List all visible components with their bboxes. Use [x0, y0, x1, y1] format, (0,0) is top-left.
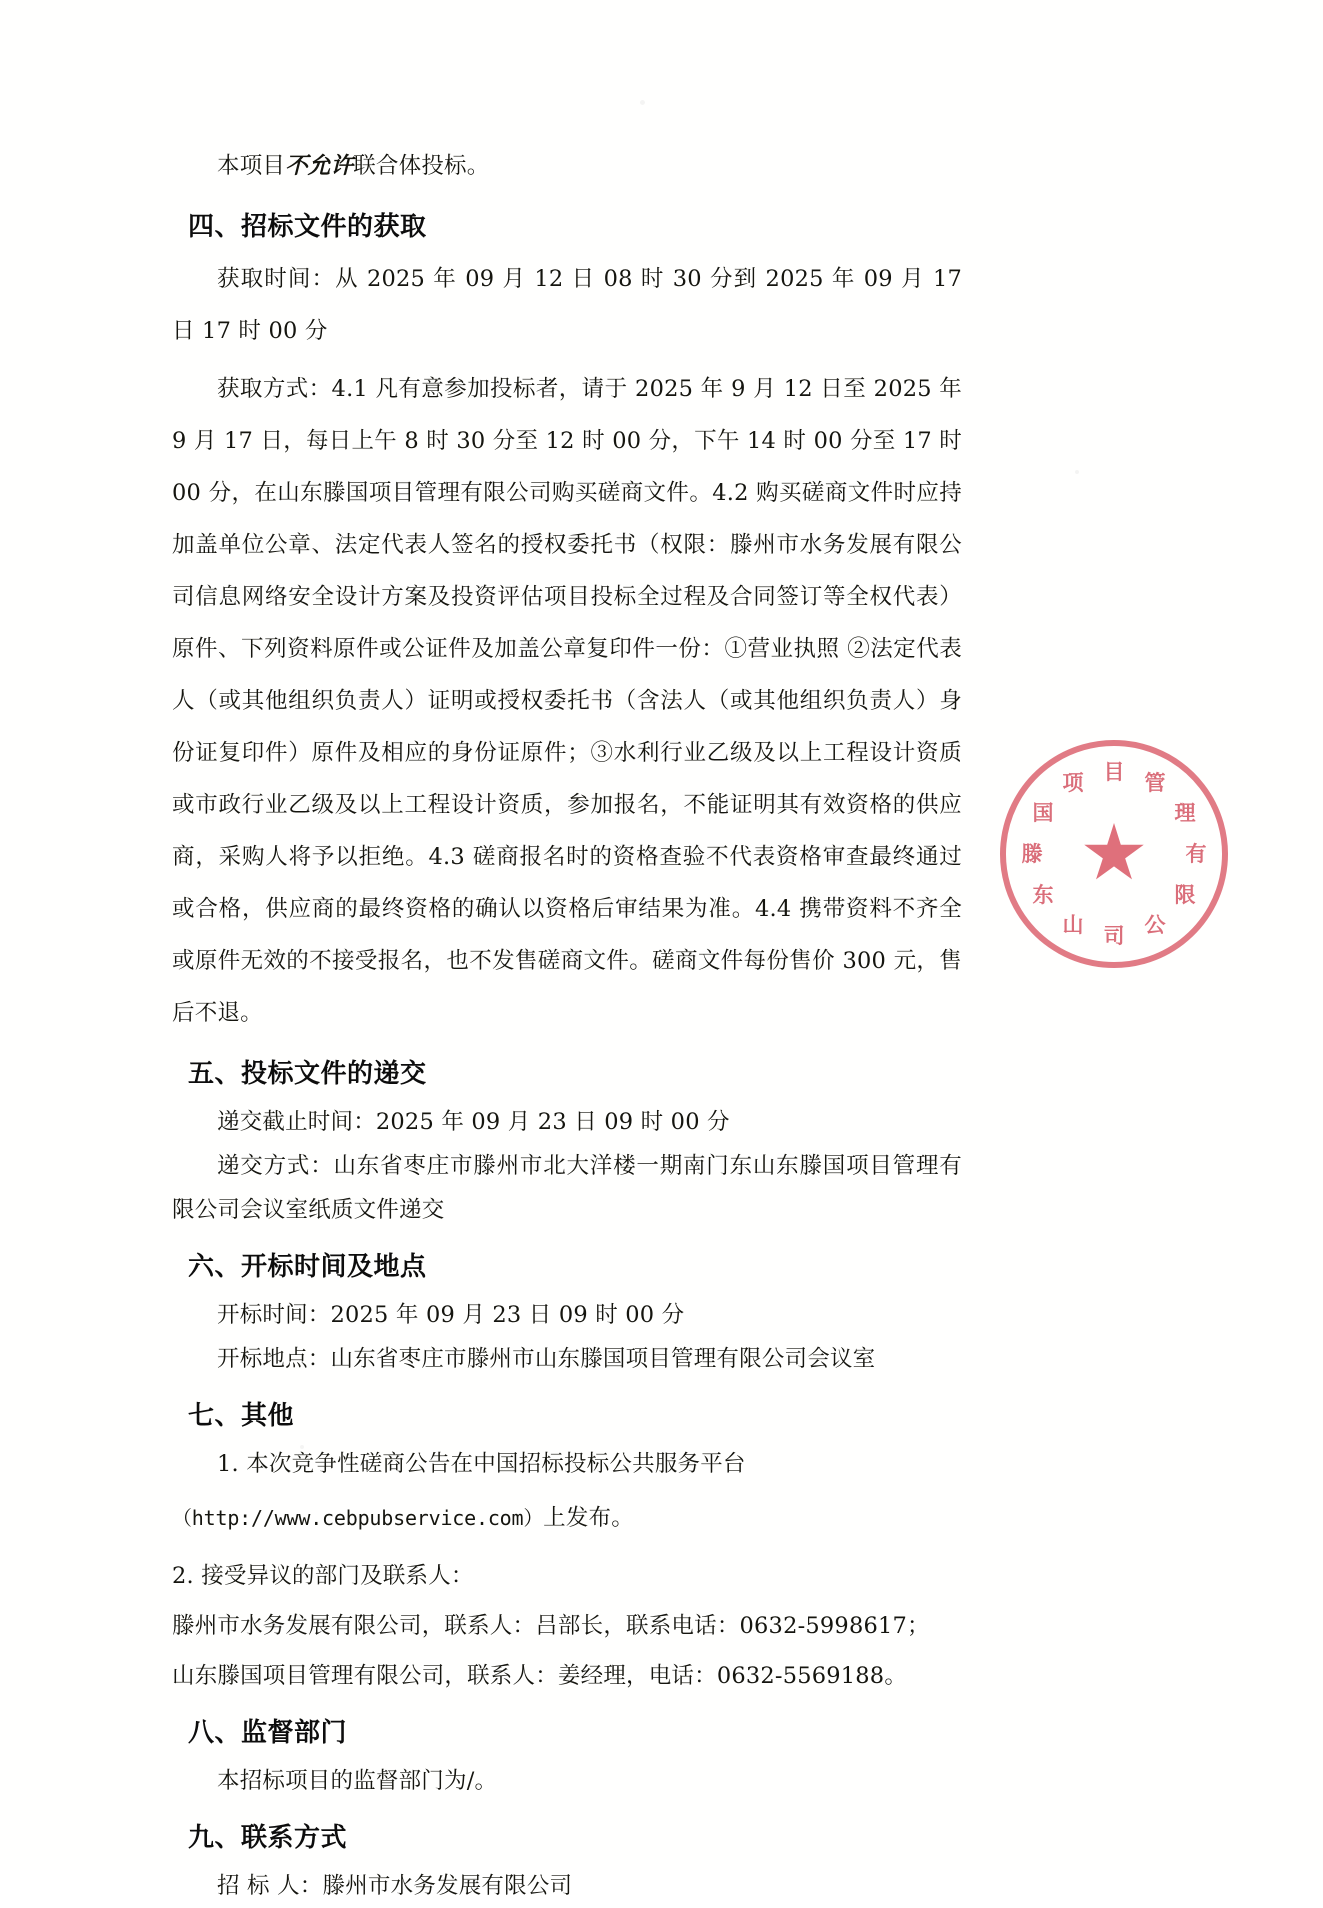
contact-1-phone-label: ，联系电话：	[603, 1613, 740, 1639]
seal-char: 限	[1174, 883, 1196, 907]
opening-place-line	[172, 1337, 962, 1381]
tenderer-line	[172, 1864, 962, 1908]
other-item-1-suffix: 上发布。	[543, 1505, 634, 1531]
section-heading-7: 七、其他	[188, 1401, 295, 1431]
consortium-prefix: 本项目	[217, 153, 286, 179]
opening-time-label: 开标时间：	[217, 1302, 331, 1328]
seal-char: 理	[1174, 801, 1196, 825]
contact-2-person-label: ，联系人：	[444, 1663, 558, 1689]
seal-char: 目	[1103, 760, 1125, 784]
seal-char: 滕	[1021, 842, 1043, 866]
submission-method-value: 山东省枣庄市滕州市北大洋楼一期南门东山东滕国项目管理有限公司会议室纸质文件递交	[172, 1153, 962, 1223]
submission-deadline-label: 递交截止时间：	[217, 1109, 376, 1135]
consortium-suffix: 联合体投标。	[353, 153, 490, 179]
contact-line-2	[172, 1654, 962, 1698]
official-seal-stamp	[1000, 740, 1228, 968]
section-heading-8: 八、监督部门	[188, 1718, 348, 1748]
section-heading-4: 四、招标文件的获取	[188, 212, 427, 242]
submission-deadline-value: 2025 年 09 月 23 日 09 时 00 分	[375, 1109, 730, 1135]
tenderer-label: 招 标 人：	[217, 1873, 323, 1899]
seal-char: 项	[1062, 770, 1084, 795]
consortium-statement	[172, 140, 962, 192]
public-service-platform-url[interactable]: （http://www.cebpubservice.com）	[172, 1506, 544, 1530]
opening-time-line	[172, 1293, 962, 1337]
consortium-emphasis: 不允许	[285, 153, 354, 179]
five-point-star-icon	[1083, 823, 1145, 885]
opening-place-label: 开标地点：	[217, 1346, 331, 1372]
document-body	[172, 140, 962, 1908]
other-item-1-line-1: 1. 本次竞争性磋商公告在中国招标投标公共服务平台	[217, 1451, 746, 1477]
contact-1-person: 吕部长	[535, 1613, 604, 1639]
contact-1-person-label: ，联系人：	[421, 1613, 536, 1639]
submission-method-label: 递交方式：	[217, 1153, 334, 1179]
contact-2-person: 姜经理	[557, 1663, 627, 1689]
opening-place-value: 山东省枣庄市滕州市山东滕国项目管理有限公司会议室	[330, 1346, 876, 1372]
other-item-1-line-2	[172, 1496, 962, 1540]
submission-method-line	[172, 1144, 962, 1232]
contact-1-org: 滕州市水务发展有限公司	[172, 1613, 422, 1639]
seal-outer-ring	[973, 713, 1255, 995]
section-heading-6: 六、开标时间及地点	[188, 1252, 427, 1282]
seal-char: 公	[1144, 913, 1166, 938]
contact-line-1	[172, 1604, 962, 1648]
section-heading-9: 九、联系方式	[188, 1823, 348, 1853]
scan-speck	[1075, 470, 1079, 474]
contact-2-end: 。	[884, 1663, 908, 1689]
acquisition-time-label: 获取时间：	[217, 266, 336, 292]
seal-char: 山	[1062, 913, 1084, 938]
seal-char: 管	[1144, 770, 1166, 795]
acquisition-method-paragraph: 获取方式：4.1 凡有意参加投标者，请于 2025 年 9 月 12 日至 2025 年 9 月 17 日，每日上午 8 时 30 分至 12 时 00 分，下午 14 时 00 分至 17 时 00 分，在山东滕国项目管理有限公司购买磋商文件。4.2 购买磋商文件时应持加盖单位公章、法定代表人签名的授权委托书（权限：滕州市水务发展有限公司信息网络安全设计方案及投资评估项目投标全过程及合同签订等全权代表）原件、下列资料原件或公证件及加盖公章复印件一份：①营业执照 ②法定代表人（或其他组织负责人）证明或授权委托书（含法人（或其他组织负责人）身份证复印件）原件及相应的身份证原件；③水利行业乙级及以上工程设计资质或市政行业乙级及以上工程设计资质，参加报名，不能证明其有效资格的供应商，采购人将予以拒绝。4.3 磋商报名时的资格查验不代表资格审查最终通过或合格，供应商的最终资格的确认以资格后审结果为准。4.4 携带资料不齐全或原件无效的不接受报名，也不发售磋商文件。磋商文件每份售价 300 元，售后不退。	[172, 376, 962, 1026]
submission-deadline-line	[172, 1100, 962, 1144]
opening-time-value: 2025 年 09 月 23 日 09 时 00 分	[330, 1302, 685, 1328]
section-heading-5: 五、投标文件的递交	[188, 1059, 427, 1089]
contact-2-phone-label: ，电话：	[626, 1663, 717, 1689]
contact-2-phone: 0632-5569188	[716, 1663, 885, 1689]
acquisition-time-value: 从 2025 年 09 月 12 日 08 时 30 分到 2025 年 09 月 17 日 17 时 00 分	[172, 266, 962, 344]
seal-char: 司	[1103, 924, 1125, 948]
contact-2-org: 山东滕国项目管理有限公司	[172, 1663, 445, 1689]
seal-company-text	[1000, 740, 1228, 968]
seal-char: 东	[1032, 883, 1054, 907]
other-item-2-title: 2. 接受异议的部门及联系人：	[172, 1563, 474, 1589]
acquisition-time-line	[172, 253, 962, 357]
contact-1-end: ；	[907, 1613, 930, 1639]
contact-1-phone: 0632-5998617	[739, 1613, 908, 1639]
scan-speck	[640, 100, 645, 105]
supervision-body: 本招标项目的监督部门为/。	[217, 1768, 498, 1794]
seal-char: 有	[1185, 842, 1207, 866]
tenderer-value: 滕州市水务发展有限公司	[322, 1873, 573, 1899]
seal-char: 国	[1032, 801, 1054, 825]
